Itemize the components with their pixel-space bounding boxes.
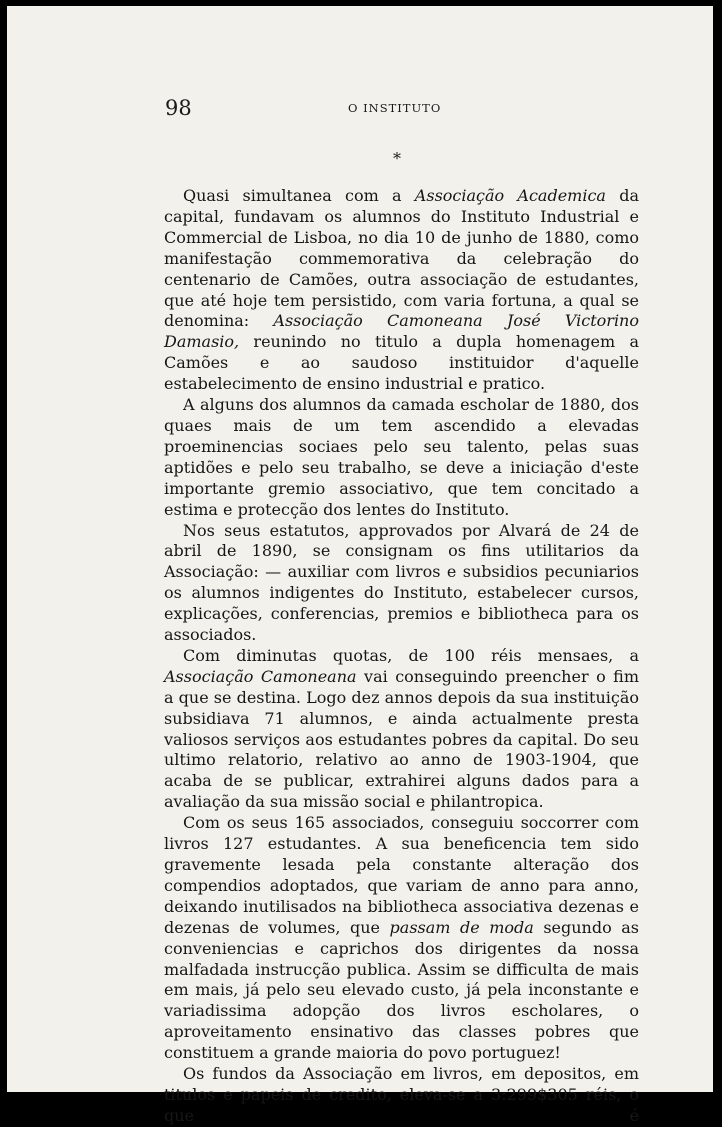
paragraph: A alguns dos alumnos da camada escholar de 1880, dos quaes mais de um tem ascendido a elevadas proeminencias sociaes pelo seu talento, pelas suas aptidões e pelo seu trabalho, se deve a iniciação d'este importante gremio associativo, que tem concitado a estima e protecção dos lentes do Instituto. — [164, 395, 639, 519]
paragraph: Com diminutas quotas, de 100 réis mensaes, a Associação Camoneana vai conseguindo preencher o fim a que se destina. Logo dez annos depois da sua instituição subsidiava 71 alumnos, e ainda actualmente presta valiosos serviços aos estudantes pobres da capital. Do seu ultimo relatorio, relativo ao anno de 1903-1904, que acaba de se publicar, extrahirei alguns dados para a avaliação da sua missão social e philantropica. — [164, 645, 640, 812]
body-text — [164, 186, 639, 1127]
section-separator: * — [393, 149, 401, 168]
paragraph: Com os seus 165 associados, conseguiu soccorrer com livros 127 estudantes. A sua beneficencia tem sido gravemente lesada pela constante alteração dos compendios adoptados, que variam de anno para anno, deixando inutilisados na bibliotheca associativa dezenas e dezenas de volumes, que passam de moda segundo as conveniencias e caprichos dos dirigentes da nossa malfadada instrucção publica. Assim se difficulta de mais em mais, já pelo seu elevado custo, já pela inconstante e variadissima adopção dos livros escholares, o aproveitamento ensinativo das classes pobres que constituem a grande maioria do povo portuguez! — [164, 813, 640, 1063]
book-page — [7, 6, 713, 1125]
paragraph: Nos seus estatutos, approvados por Alvará de 24 de abril de 1890, se consignam os fins utilitarios da Associação: — auxiliar com livros e subsidios pecuniarios os alumnos indigentes do Instituto, estabelecer cursos, explicações, conferencias, premios e bibliotheca para os associados. — [164, 520, 639, 645]
running-head: O INSTITUTO — [348, 101, 442, 115]
page-header — [165, 96, 575, 120]
page-number: 98 — [165, 96, 192, 120]
paragraph: Quasi simultanea com a Associação Academica da capital, fundavam os alumnos do Instituto Industrial e Commercial de Lisboa, no dia 10 de junho de 1880, como manifestação commemorativa da celebração do centenario de Camões, outra associação de estudantes, que até hoje tem persistido, com varia fortuna, a qual se denomina: Associação Camoneana José Victorino Damasio, reunindo no titulo a dupla homenagem a Camões e ao saudoso instituidor d'aquelle estabelecimento de ensino industrial e pratico. — [164, 186, 639, 394]
paragraph: Os fundos da Associação em livros, em depositos, em titulos e papeis de credito, eleva-se a 3:299$305 réis, o que é — [164, 1064, 639, 1125]
